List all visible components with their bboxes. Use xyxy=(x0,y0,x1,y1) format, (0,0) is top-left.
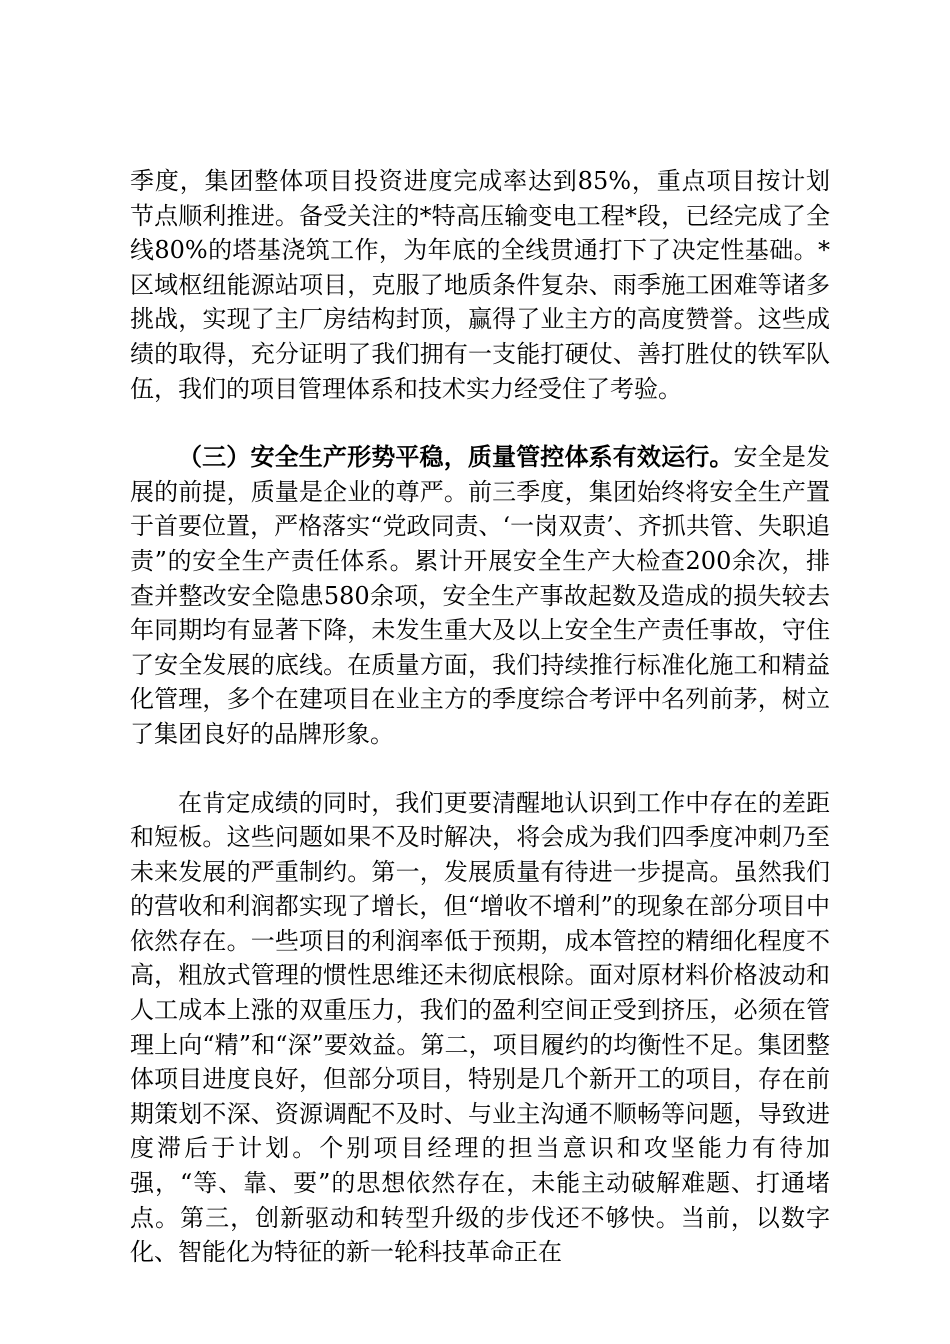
paragraph-text: 季度，集团整体项目投资进度完成率达到85%，重点项目按计划节点顺利推进。备受关注的*特高压输变电工程*段，已经完成了全线80%的塔基浇筑工作，为年底的全线贯通打下了决定性基础。*区域枢纽能源站项目，克服了地质条件复杂、雨季施工困难等诸多挑战，实现了主厂房结构封顶，赢得了业主方的高度赞誉。这些成绩的取得，充分证明了我们拥有一支能打硬仗、善打胜仗的铁军队伍，我们的项目管理体系和技术实力经受住了考验。 xyxy=(130,167,830,403)
paragraph-text: 在肯定成绩的同时，我们更要清醒地认识到工作中存在的差距和短板。这些问题如果不及时解决，将会成为我们四季度冲刺乃至未来发展的严重制约。第一，发展质量有待进一步提高。虽然我们的营收和利润都实现了增长，但“增收不增利”的现象在部分项目中依然存在。一些项目的利润率低于预期，成本管控的精细化程度不高，粗放式管理的惯性思维还未彻底根除。面对原材料价格波动和人工成本上涨的双重压力，我们的盈利空间正受到挤压，必须在管理上向“精”和“深”要效益。第二，项目履约的均衡性不足。集团整体项目进度良好，但部分项目，特别是几个新开工的项目，存在前期策划不深、资源调配不及时、与业主沟通不顺畅等问题，导致进度滞后于计划。个别项目经理的担当意识和攻坚能力有待加强，“等、靠、要”的思想依然存在，未能主动破解难题、打通堵点。第三，创新驱动和转型升级的步伐还不够快。当前，以数字化、智能化为特征的新一轮科技革命正在 xyxy=(130,788,830,1267)
paragraph-safety-quality xyxy=(130,440,830,751)
paragraph-text: 安全是发展的前提，质量是企业的尊严。前三季度，集团始终将安全生产置于首要位置，严格落实“党政同责、‘一岗双责’、齐抓共管、失职追责”的安全生产责任体系。累计开展安全生产大检查200余次，排查并整改安全隐患580余项，安全生产事故起数及造成的损失较去年同期均有显著下降，未发生重大及以上安全生产责任事故，守住了安全发展的底线。在质量方面，我们持续推行标准化施工和精益化管理，多个在建项目在业主方的季度综合考评中名列前茅，树立了集团良好的品牌形象。 xyxy=(130,443,831,748)
section-heading-safety: （三）安全生产形势平稳，质量管控体系有效运行。 xyxy=(178,442,734,472)
paragraph-project-progress xyxy=(130,164,830,406)
paragraph-gaps-shortcomings xyxy=(130,786,830,1270)
document-body xyxy=(130,164,830,1304)
